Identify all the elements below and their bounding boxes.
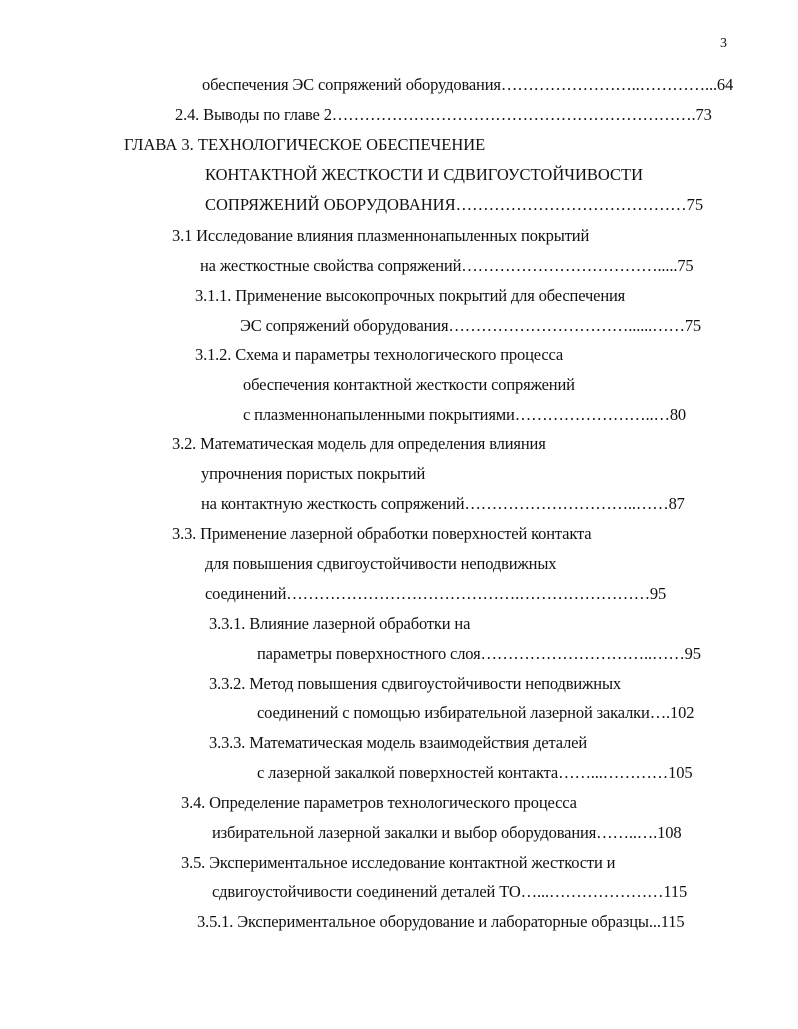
toc-entry: 3.3.3. Математическая модель взаимодействия деталей	[209, 733, 588, 752]
toc-entry: с плазменнонапыленными покрытиями……………………..…80	[243, 405, 687, 424]
toc-entry: 3.5.1. Экспериментальное оборудование и лабораторные образцы...115	[197, 912, 685, 931]
toc-entry: 3.3.1. Влияние лазерной обработки на	[209, 614, 471, 633]
toc-entry: упрочнения пористых покрытий	[201, 464, 426, 483]
toc-entry: 3.1.1. Применение высокопрочных покрытий для обеспечения	[195, 286, 626, 305]
toc-entry: обеспечения ЭС сопряжений оборудования……………………..…………...64	[202, 75, 734, 94]
toc-entry: 3.4. Определение параметров технологического процесса	[181, 793, 577, 812]
toc-entry: 3.3.2. Метод повышения сдвигоустойчивости неподвижных	[209, 674, 621, 693]
toc-entry: соединений с помощью избирательной лазерной закалки….102	[257, 703, 695, 722]
toc-entry: обеспечения контактной жесткости сопряжений	[243, 375, 575, 394]
toc-chapter-heading: ГЛАВА 3. ТЕХНОЛОГИЧЕСКОЕ ОБЕСПЕЧЕНИЕ	[124, 135, 486, 154]
page-number: 3	[720, 36, 727, 51]
toc-entry: избирательной лазерной закалки и выбор оборудования……..….108	[212, 823, 682, 842]
toc-chapter-heading: КОНТАКТНОЙ ЖЕСТКОСТИ И СДВИГОУСТОЙЧИВОСТИ	[205, 165, 643, 184]
toc-entry: 3.1 Исследование влияния плазменнонапыленных покрытий	[172, 226, 590, 245]
toc-entry: для повышения сдвигоустойчивости неподвижных	[205, 554, 557, 573]
toc-entry: на жесткостные свойства сопряжений……………………………….....75	[200, 256, 694, 275]
toc-entry: сдвигоустойчивости соединений деталей ТО…...…………………115	[212, 882, 688, 901]
toc-entry: с лазерной закалкой поверхностей контакта……...…………105	[257, 763, 693, 782]
toc-entry: 3.5. Экспериментальное исследование контактной жесткости и	[181, 853, 616, 872]
toc-entry: ЭС сопряжений оборудования……………………………......……75	[240, 316, 702, 335]
toc-entry: на контактную жесткость сопряжений…………………………..……87	[201, 494, 685, 513]
toc-entry: параметры поверхностного слоя…………………………..……95	[257, 644, 701, 663]
toc-entry: 3.1.2. Схема и параметры технологического процесса	[195, 345, 564, 364]
toc-entry: соединений…………………………………….……………………95	[205, 584, 667, 603]
toc-entry: 3.3. Применение лазерной обработки поверхностей контакта	[172, 524, 592, 543]
toc-entry: 3.2. Математическая модель для определения влияния	[172, 434, 546, 453]
toc-chapter-heading: СОПРЯЖЕНИЙ ОБОРУДОВАНИЯ……………………………………75	[205, 195, 704, 214]
toc-entry: 2.4. Выводы по главе 2………………………………………………………….73	[175, 105, 712, 124]
